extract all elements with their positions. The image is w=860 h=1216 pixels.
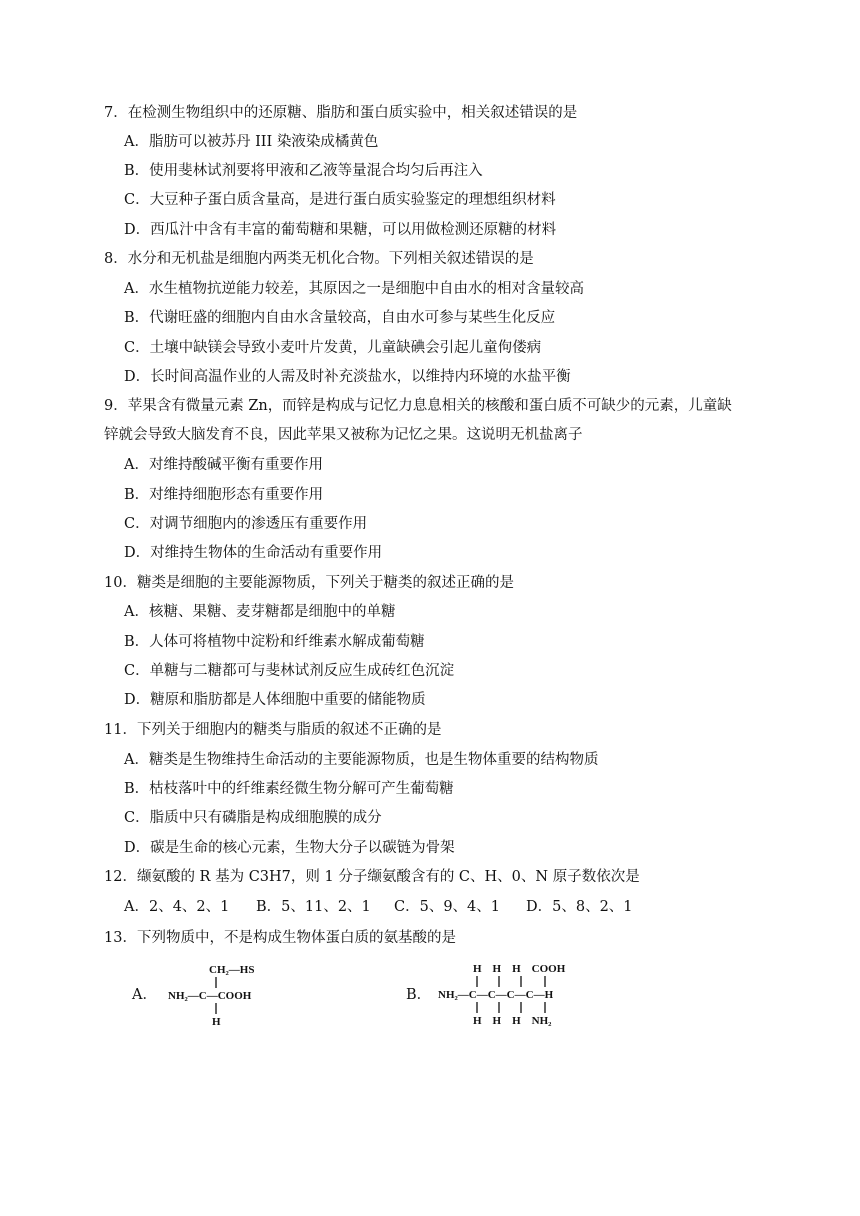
question-10-option-b: B．人体可将植物中淀粉和纤维素水解成葡萄糖: [124, 634, 425, 650]
question-12-option-a: A．2、4、2、1: [124, 899, 230, 915]
question-8-option-b: B．代谢旺盛的细胞内自由水含量较高，自由水可参与某些生化反应: [124, 310, 556, 326]
question-8-option-a: A．水生植物抗逆能力较差，其原因之一是细胞中自由水的相对含量较高: [124, 281, 584, 297]
formula-a-middle: NH₂—C—COOH: [168, 990, 252, 1002]
structural-formula-a: [166, 960, 296, 1030]
question-8-stem: 8．水分和无机盐是细胞内两类无机化合物。下列相关叙述错误的是: [104, 251, 534, 267]
question-7-option-d: D．西瓜汁中含有丰富的葡萄糖和果糖，可以用做检测还原糖的材料: [124, 222, 557, 238]
question-11-option-c: C．脂质中只有磷脂是构成细胞膜的成分: [124, 810, 382, 826]
question-12-option-d: D．5、8、2、1: [526, 899, 633, 915]
formula-b-middle: NH₂—C—C—C—C—H: [438, 989, 554, 1001]
question-11-stem: 11．下列关于细胞内的糖类与脂质的叙述不正确的是: [104, 722, 442, 738]
question-9-stem-continued: 锌就会导致大脑发育不良，因此苹果又被称为记忆之果。这说明无机盐离子: [104, 427, 583, 443]
formula-a-bottom: H: [212, 1016, 221, 1028]
question-9-option-a: A．对维持酸碱平衡有重要作用: [124, 457, 323, 473]
formula-b-top: H H H COOH: [473, 963, 566, 975]
question-10-option-d: D．糖原和脂肪都是人体细胞中重要的储能物质: [124, 692, 426, 708]
question-9-option-b: B．对维持细胞形态有重要作用: [124, 487, 324, 503]
structural-formula-b: [436, 958, 586, 1030]
question-12-option-b: B．5、11、2、1: [256, 899, 371, 915]
question-9-option-d: D．对维持生物体的生命活动有重要作用: [124, 545, 383, 561]
question-7-option-c: C．大豆种子蛋白质含量高，是进行蛋白质实验鉴定的理想组织材料: [124, 192, 556, 208]
question-11-option-b: B．枯枝落叶中的纤维素经微生物分解可产生葡萄糖: [124, 781, 454, 797]
question-12-option-c: C．5、9、4、1: [394, 899, 500, 915]
question-7-option-b: B．使用斐林试剂要将甲液和乙液等量混合均匀后再注入: [124, 163, 483, 179]
question-13-stem: 13．下列物质中，不是构成生物体蛋白质的氨基酸的是: [104, 930, 456, 946]
question-7-stem: 7．在检测生物组织中的还原糖、脂肪和蛋白质实验中，相关叙述错误的是: [104, 105, 578, 121]
question-10-option-c: C．单糖与二糖都可与斐林试剂反应生成砖红色沉淀: [124, 663, 455, 679]
question-13-option-a-label: A．: [132, 987, 157, 1003]
question-10-stem: 10．糖类是细胞的主要能源物质，下列关于糖类的叙述正确的是: [104, 575, 514, 591]
question-10-option-a: A．核糖、果糖、麦芽糖都是细胞中的单糖: [124, 604, 396, 620]
question-11-option-a: A．糖类是生物维持生命活动的主要能源物质，也是生物体重要的结构物质: [124, 752, 599, 768]
question-7-option-a: A．脂肪可以被苏丹 III 染液染成橘黄色: [124, 134, 379, 150]
formula-a-top: CH₂—HS: [209, 964, 255, 976]
question-11-option-d: D．碳是生命的核心元素，生物大分子以碳链为骨架: [124, 840, 455, 856]
question-8-option-d: D．长时间高温作业的人需及时补充淡盐水，以维持内环境的水盐平衡: [124, 369, 571, 385]
formula-b-bottom: H H H NH₂: [473, 1015, 552, 1027]
question-13-option-b-label: B．: [406, 987, 432, 1003]
question-9-stem: 9．苹果含有微量元素 Zn，而锌是构成与记忆力息息相关的核酸和蛋白质不可缺少的元素，儿童缺: [104, 398, 732, 414]
question-9-option-c: C．对调节细胞内的渗透压有重要作用: [124, 516, 368, 532]
question-12-options: [124, 897, 633, 917]
question-8-option-c: C．土壤中缺镁会导致小麦叶片发黄，儿童缺碘会引起儿童佝偻病: [124, 340, 542, 356]
question-12-stem: 12．缬氨酸的 R 基为 C3H7，则 1 分子缬氨酸含有的 C、H、0、N 原子数依次是: [104, 869, 640, 885]
